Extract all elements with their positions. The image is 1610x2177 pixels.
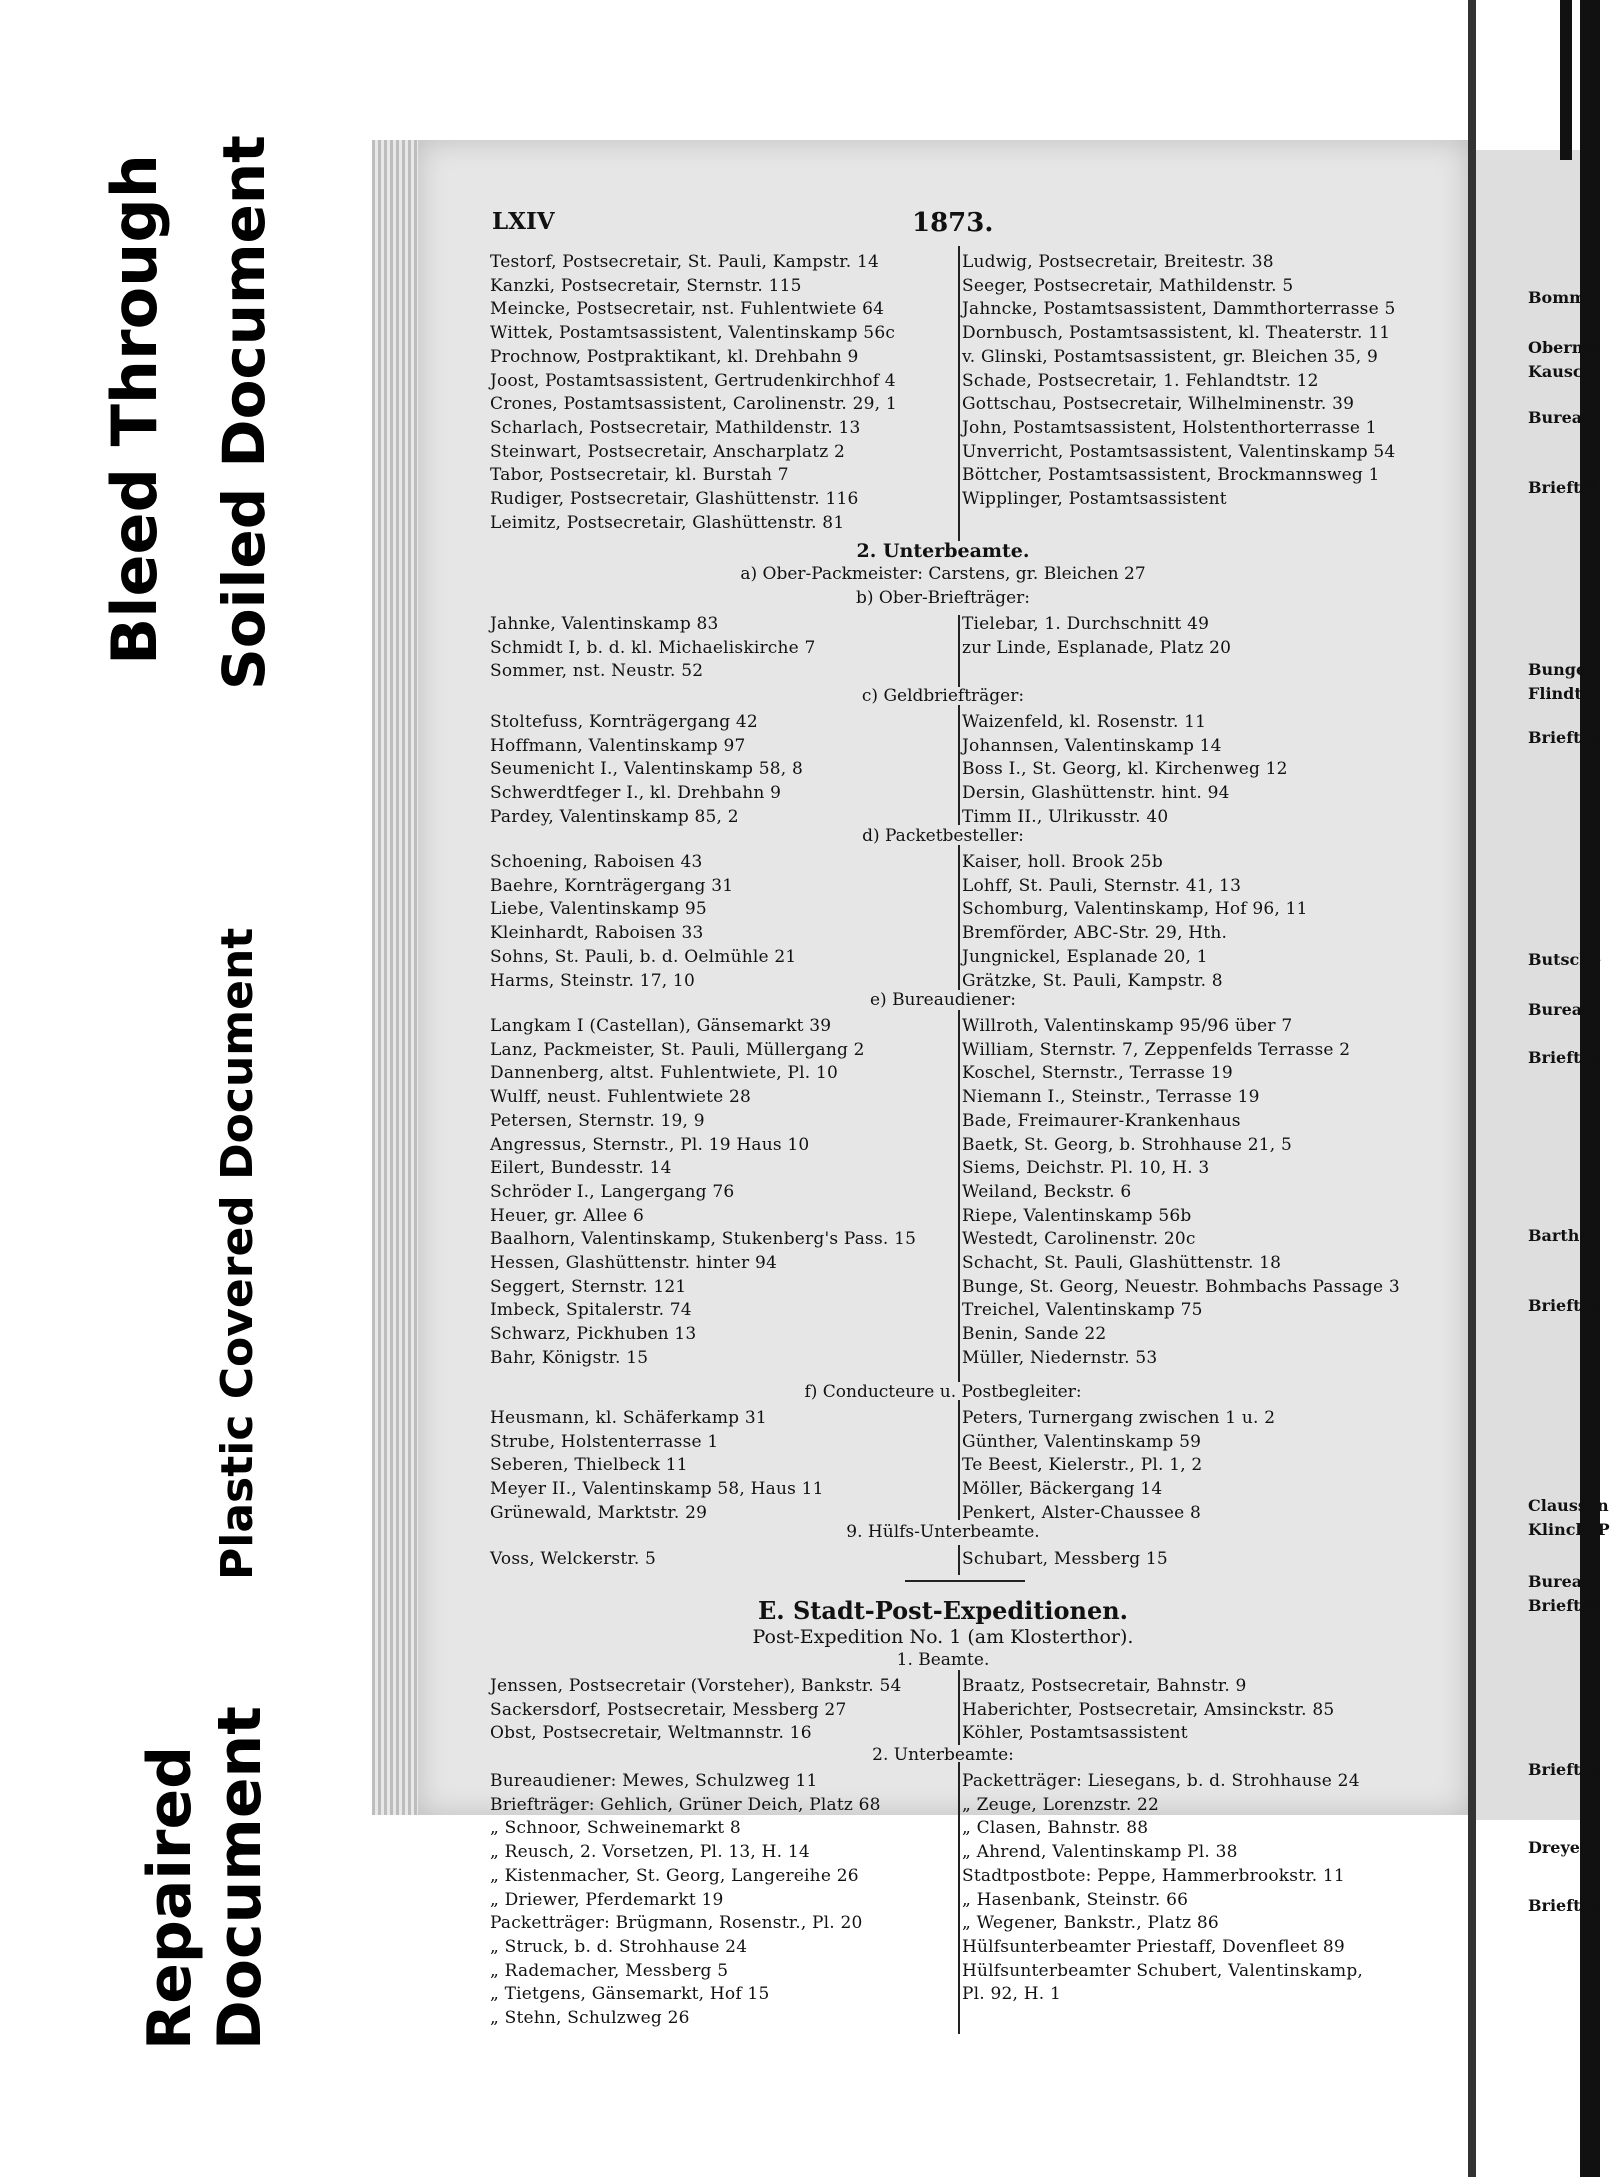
facing-page-fragment: Briefträ xyxy=(1528,1896,1600,1915)
bureaudiener-entry: Treichel, Valentinskamp 75 xyxy=(962,1300,1203,1321)
heading-post-expedition: Post-Expedition No. 1 (am Klosterthor). xyxy=(752,1626,1134,1648)
geldbrieftraeger-entry: Stoltefuss, Kornträgergang 42 xyxy=(490,712,758,732)
facing-page-fragment: Butsche xyxy=(1528,950,1602,969)
staff-entry: Wipplinger, Postamtsassistent xyxy=(962,489,1227,509)
column-divider xyxy=(958,615,960,687)
unterbeamte-entry: Bureaudiener: Mewes, Schulzweg 11 xyxy=(490,1771,818,1791)
facing-page-fragment: Bunge, xyxy=(1528,660,1592,679)
bureaudiener-entry: Siems, Deichstr. Pl. 10, H. 3 xyxy=(962,1158,1210,1179)
packetbesteller-entry: Grätzke, St. Pauli, Kampstr. 8 xyxy=(962,970,1223,991)
packetbesteller-entry: Lohff, St. Pauli, Sternstr. 41, 13 xyxy=(962,875,1242,896)
staff-entry: Leimitz, Postsecretair, Glashüttenstr. 81 xyxy=(490,512,845,533)
bureaudiener-entry: Seggert, Sternstr. 121 xyxy=(490,1276,687,1297)
facing-page-fragment: Briefträ xyxy=(1528,1296,1600,1315)
bureaudiener-entry: Petersen, Sternstr. 19, 9 xyxy=(490,1110,705,1131)
huelfs-left: Voss, Welckerstr. 5 xyxy=(490,1549,657,1569)
geldbrieftraeger-entry: Boss I., St. Georg, kl. Kirchenweg 12 xyxy=(962,759,1288,780)
column-divider xyxy=(958,845,960,990)
bureaudiener-entry: Imbeck, Spitalerstr. 74 xyxy=(490,1300,692,1321)
conducteur-entry: Penkert, Alster-Chaussee 8 xyxy=(962,1502,1202,1523)
ober-brieftraeger-entry: Sommer, nst. Neustr. 52 xyxy=(490,661,704,682)
unterbeamte-entry: Hülfsunterbeamter Schubert, Valentinskamp, xyxy=(962,1960,1364,1981)
bureaudiener-entry: Bade, Freimaurer-Krankenhaus xyxy=(962,1110,1241,1131)
heading-ober-brieftraeger: b) Ober-Briefträger: xyxy=(856,588,1030,608)
geldbrieftraeger-entry: Seumenicht I., Valentinskamp 58, 8 xyxy=(490,759,803,780)
column-divider xyxy=(958,246,960,541)
unterbeamte-entry: „ Kistenmacher, St. Georg, Langereihe 26 xyxy=(490,1865,859,1886)
packetbesteller-entry: Harms, Steinstr. 17, 10 xyxy=(490,970,695,991)
heading-geldbrieftraeger: c) Geldbriefträger: xyxy=(861,686,1025,706)
staff-entry: Rudiger, Postsecretair, Glashüttenstr. 116 xyxy=(490,489,859,509)
staff-entry: Prochnow, Postpraktikant, kl. Drehbahn 9 xyxy=(490,346,859,367)
label-soiled-document: Soiled Document xyxy=(210,135,278,690)
facing-page-fragment: Klinck, P xyxy=(1528,1520,1610,1539)
staff-entry: Jahncke, Postamtsassistent, Dammthorterrasse 5 xyxy=(962,299,1396,320)
column-divider xyxy=(958,705,960,825)
staff-entry: Böttcher, Postamtsassistent, Brockmannsweg 1 xyxy=(962,465,1380,486)
bureaudiener-entry: Angressus, Sternstr., Pl. 19 Haus 10 xyxy=(490,1134,810,1155)
facing-page-fragment: Briefträ xyxy=(1528,1596,1600,1615)
geldbrieftraeger-entry: Dersin, Glashüttenstr. hint. 94 xyxy=(962,783,1230,804)
staff-entry: Tabor, Postsecretair, kl. Burstah 7 xyxy=(490,465,789,486)
beamte-entry: Sackersdorf, Postsecretair, Messberg 27 xyxy=(490,1699,847,1720)
staff-entry: Crones, Postamtsassistent, Carolinenstr. 29, 1 xyxy=(490,394,897,415)
unterbeamte-entry: „ Zeuge, Lorenzstr. 22 xyxy=(962,1794,1160,1815)
facing-page-fragment: Kausch xyxy=(1528,362,1595,381)
packetbesteller-entry: Kleinhardt, Raboisen 33 xyxy=(490,923,704,944)
bureaudiener-entry: Dannenberg, altst. Fuhlentwiete, Pl. 10 xyxy=(490,1063,839,1084)
column-divider xyxy=(958,1010,960,1382)
facing-page-fragment: Bureau xyxy=(1528,1572,1594,1591)
beamte-entry: Jenssen, Postsecretair (Vorsteher), Bankstr. 54 xyxy=(490,1676,902,1696)
geldbrieftraeger-entry: Timm II., Ulrikusstr. 40 xyxy=(962,806,1169,827)
facing-page-fragment: Bomme xyxy=(1528,288,1597,307)
staff-entry: Scharlach, Postsecretair, Mathildenstr. 13 xyxy=(490,417,861,438)
ober-brieftraeger-entry: Schmidt I, b. d. kl. Michaeliskirche 7 xyxy=(490,637,816,658)
staff-entry: Ludwig, Postsecretair, Breitestr. 38 xyxy=(962,252,1274,272)
bureaudiener-entry: Langkam I (Castellan), Gänsemarkt 39 xyxy=(490,1016,832,1036)
unterbeamte-entry: „ Reusch, 2. Vorsetzen, Pl. 13, H. 14 xyxy=(490,1842,810,1863)
bureaudiener-entry: Baalhorn, Valentinskamp, Stukenberg's Pass. 15 xyxy=(490,1229,917,1250)
bureaudiener-entry: Bunge, St. Georg, Neuestr. Bohmbachs Passage 3 xyxy=(962,1276,1400,1297)
heading-unterbeamte-2: 2. Unterbeamte: xyxy=(872,1745,1014,1765)
bureaudiener-entry: William, Sternstr. 7, Zeppenfelds Terrasse 2 xyxy=(962,1039,1351,1060)
staff-entry: v. Glinski, Postamtsassistent, gr. Bleichen 35, 9 xyxy=(962,346,1378,367)
heading-beamte: 1. Beamte. xyxy=(896,1650,990,1670)
bureaudiener-entry: Weiland, Beckstr. 6 xyxy=(962,1181,1132,1202)
conducteur-entry: Günther, Valentinskamp 59 xyxy=(962,1431,1202,1452)
staff-entry: Seeger, Postsecretair, Mathildenstr. 5 xyxy=(962,275,1294,296)
ober-brieftraeger-entry: Jahnke, Valentinskamp 83 xyxy=(490,614,719,634)
beamte-entry: Obst, Postsecretair, Weltmannstr. 16 xyxy=(490,1723,812,1744)
heading-conducteure: f) Conducteure u. Postbegleiter: xyxy=(804,1382,1082,1402)
packetbesteller-entry: Schoening, Raboisen 43 xyxy=(490,852,703,872)
unterbeamte-entry: Packetträger: Liesegans, b. d. Strohhause 24 xyxy=(962,1771,1360,1791)
ober-brieftraeger-entry: Tielebar, 1. Durchschnitt 49 xyxy=(962,614,1210,634)
staff-entry: Unverricht, Postamtsassistent, Valentinskamp 54 xyxy=(962,441,1396,462)
packetbesteller-entry: Schomburg, Valentinskamp, Hof 96, 11 xyxy=(962,899,1308,920)
bureaudiener-entry: Hessen, Glashüttenstr. hinter 94 xyxy=(490,1253,778,1273)
staff-entry: Wittek, Postamtsassistent, Valentinskamp 56c xyxy=(490,323,896,344)
bureaudiener-entry: Lanz, Packmeister, St. Pauli, Müllergang 2 xyxy=(490,1039,865,1060)
beamte-entry: Köhler, Postamtsassistent xyxy=(962,1723,1188,1744)
unterbeamte-entry: „ Stehn, Schulzweg 26 xyxy=(490,2008,690,2028)
column-divider xyxy=(958,1545,960,1575)
facing-page-fragment: Claussen xyxy=(1528,1496,1609,1515)
page-stack-edge xyxy=(372,140,422,1815)
packetbesteller-entry: Jungnickel, Esplanade 20, 1 xyxy=(962,946,1208,967)
label-bleed-through: Bleed Through xyxy=(98,154,171,665)
label-document: Document xyxy=(205,1706,275,2050)
packetbesteller-entry: Liebe, Valentinskamp 95 xyxy=(490,899,707,920)
bureaudiener-entry: Müller, Niedernstr. 53 xyxy=(962,1347,1158,1368)
heading-stadt-post-expeditionen: E. Stadt-Post-Expeditionen. xyxy=(757,1596,1129,1625)
unterbeamte-entry: Stadtpostbote: Peppe, Hammerbrookstr. 11 xyxy=(962,1865,1345,1886)
geldbrieftraeger-entry: Pardey, Valentinskamp 85, 2 xyxy=(490,806,739,827)
facing-page-fragment: Briefträ xyxy=(1528,1048,1600,1067)
bureaudiener-entry: Eilert, Bundesstr. 14 xyxy=(490,1158,672,1179)
conducteur-entry: Te Beest, Kielerstr., Pl. 1, 2 xyxy=(962,1455,1203,1476)
facing-page-fragment: Bureau xyxy=(1528,408,1594,427)
bureaudiener-entry: Wulff, neust. Fuhlentwiete 28 xyxy=(490,1087,752,1108)
bureaudiener-entry: Baetk, St. Georg, b. Strohhause 21, 5 xyxy=(962,1134,1292,1155)
bureaudiener-entry: Bahr, Königstr. 15 xyxy=(490,1347,649,1368)
unterbeamte-entry: „ Rademacher, Messberg 5 xyxy=(490,1960,729,1981)
staff-entry: Dornbusch, Postamtsassistent, kl. Theaterstr. 11 xyxy=(962,323,1391,344)
facing-page-fragment: Flindt, xyxy=(1528,684,1588,703)
conducteur-entry: Seberen, Thielbeck 11 xyxy=(490,1455,688,1476)
conducteur-entry: Meyer II., Valentinskamp 58, Haus 11 xyxy=(490,1479,824,1500)
unterbeamte-entry: „ Wegener, Bankstr., Platz 86 xyxy=(962,1913,1219,1934)
packetbesteller-entry: Baehre, Kornträgergang 31 xyxy=(490,875,734,896)
staff-entry: Schade, Postsecretair, 1. Fehlandtstr. 12 xyxy=(962,370,1319,391)
facing-page-fragment: Briefträ xyxy=(1528,1760,1600,1779)
heading-unterbeamte: 2. Unterbeamte. xyxy=(856,540,1030,562)
staff-entry: Kanzki, Postsecretair, Sternstr. 115 xyxy=(490,275,802,296)
geldbrieftraeger-entry: Waizenfeld, kl. Rosenstr. 11 xyxy=(962,712,1207,732)
facing-page-fragment: Oberma xyxy=(1528,338,1600,357)
staff-entry: John, Postamtsassistent, Holstenthorterrasse 1 xyxy=(962,417,1377,438)
bureaudiener-entry: Willroth, Valentinskamp 95/96 über 7 xyxy=(962,1016,1293,1036)
conducteur-entry: Grünewald, Marktstr. 29 xyxy=(490,1502,708,1523)
heading-huelfs-unterbeamte: 9. Hülfs-Unterbeamte. xyxy=(846,1522,1040,1542)
beamte-entry: Braatz, Postsecretair, Bahnstr. 9 xyxy=(962,1676,1247,1696)
column-divider xyxy=(958,1762,960,2034)
staff-entry: Meincke, Postsecretair, nst. Fuhlentwiete 64 xyxy=(490,299,885,320)
unterbeamte-entry: Pl. 92, H. 1 xyxy=(962,1984,1061,2005)
beamte-entry: Haberichter, Postsecretair, Amsinckstr. 85 xyxy=(962,1699,1335,1720)
scan-edge-strip xyxy=(1468,0,1476,2177)
facing-page-fragment: Barthe, xyxy=(1528,1226,1596,1245)
scan-border-right-1 xyxy=(1560,0,1572,160)
label-repaired: Repaired xyxy=(135,1745,205,2050)
staff-entry: Gottschau, Postsecretair, Wilhelminenstr. 39 xyxy=(962,394,1355,415)
conducteur-entry: Strube, Holstenterrasse 1 xyxy=(490,1431,719,1452)
year-heading: 1873. xyxy=(912,208,994,238)
page-number: LXIV xyxy=(492,208,555,235)
geldbrieftraeger-entry: Johannsen, Valentinskamp 14 xyxy=(962,735,1222,756)
unterbeamte-entry: „ Tietgens, Gänsemarkt, Hof 15 xyxy=(490,1984,770,2005)
conducteur-entry: Peters, Turnergang zwischen 1 u. 2 xyxy=(962,1408,1276,1428)
unterbeamte-entry: „ Ahrend, Valentinskamp Pl. 38 xyxy=(962,1842,1238,1863)
heading-packetbesteller: d) Packetbesteller: xyxy=(862,826,1024,846)
conducteur-entry: Möller, Bäckergang 14 xyxy=(962,1479,1163,1500)
unterbeamte-entry: „ Driewer, Pferdemarkt 19 xyxy=(490,1889,724,1910)
packetbesteller-entry: Sohns, St. Pauli, b. d. Oelmühle 21 xyxy=(490,946,797,967)
unterbeamte-entry: „ Struck, b. d. Strohhause 24 xyxy=(490,1936,748,1957)
staff-entry: Testorf, Postsecretair, St. Pauli, Kampstr. 14 xyxy=(490,252,880,272)
facing-page-fragment: Bureau xyxy=(1528,1000,1594,1019)
bureaudiener-entry: Benin, Sande 22 xyxy=(962,1324,1107,1345)
bureaudiener-entry: Koschel, Sternstr., Terrasse 19 xyxy=(962,1063,1233,1084)
ober-brieftraeger-entry: zur Linde, Esplanade, Platz 20 xyxy=(962,637,1232,658)
geldbrieftraeger-entry: Schwerdtfeger I., kl. Drehbahn 9 xyxy=(490,783,782,804)
bureaudiener-entry: Schacht, St. Pauli, Glashüttenstr. 18 xyxy=(962,1253,1282,1273)
unterbeamte-entry: Hülfsunterbeamter Priestaff, Dovenfleet 89 xyxy=(962,1936,1345,1957)
unterbeamte-entry: „ Hasenbank, Steinstr. 66 xyxy=(962,1889,1189,1910)
column-divider xyxy=(958,1400,960,1520)
geldbrieftraeger-entry: Hoffmann, Valentinskamp 97 xyxy=(490,735,746,756)
bureaudiener-entry: Niemann I., Steinstr., Terrasse 19 xyxy=(962,1087,1260,1108)
packetbesteller-entry: Kaiser, holl. Brook 25b xyxy=(962,852,1163,872)
heading-ober-packmeister: a) Ober-Packmeister: Carstens, gr. Bleichen 27 xyxy=(740,564,1146,584)
staff-entry: Joost, Postamtsassistent, Gertrudenkirchhof 4 xyxy=(490,370,896,391)
bureaudiener-entry: Westedt, Carolinenstr. 20c xyxy=(962,1229,1196,1250)
huelfs-right: Schubart, Messberg 15 xyxy=(962,1549,1168,1569)
heading-bureaudiener: e) Bureaudiener: xyxy=(869,990,1017,1010)
unterbeamte-entry: „ Schnoor, Schweinemarkt 8 xyxy=(490,1818,741,1839)
facing-page-fragment: Briefträ xyxy=(1528,478,1600,497)
facing-page-fragment: Dreyer, xyxy=(1528,1838,1593,1857)
section-rule xyxy=(905,1580,1025,1582)
unterbeamte-entry: „ Clasen, Bahnstr. 88 xyxy=(962,1818,1149,1839)
column-divider xyxy=(958,1670,960,1745)
bureaudiener-entry: Heuer, gr. Allee 6 xyxy=(490,1205,645,1226)
facing-page-fragment: Briefträ xyxy=(1528,728,1600,747)
staff-entry: Steinwart, Postsecretair, Anscharplatz 2 xyxy=(490,441,846,462)
bureaudiener-entry: Riepe, Valentinskamp 56b xyxy=(962,1205,1192,1226)
unterbeamte-entry: Briefträger: Gehlich, Grüner Deich, Platz 68 xyxy=(490,1794,881,1815)
bureaudiener-entry: Schwarz, Pickhuben 13 xyxy=(490,1324,697,1345)
bureaudiener-entry: Schröder I., Langergang 76 xyxy=(490,1181,735,1202)
unterbeamte-entry: Packetträger: Brügmann, Rosenstr., Pl. 20 xyxy=(490,1913,863,1934)
label-plastic-covered-document: Plastic Covered Document xyxy=(212,927,263,1580)
conducteur-entry: Heusmann, kl. Schäferkamp 31 xyxy=(490,1408,767,1428)
packetbesteller-entry: Bremförder, ABC-Str. 29, Hth. xyxy=(962,923,1228,944)
